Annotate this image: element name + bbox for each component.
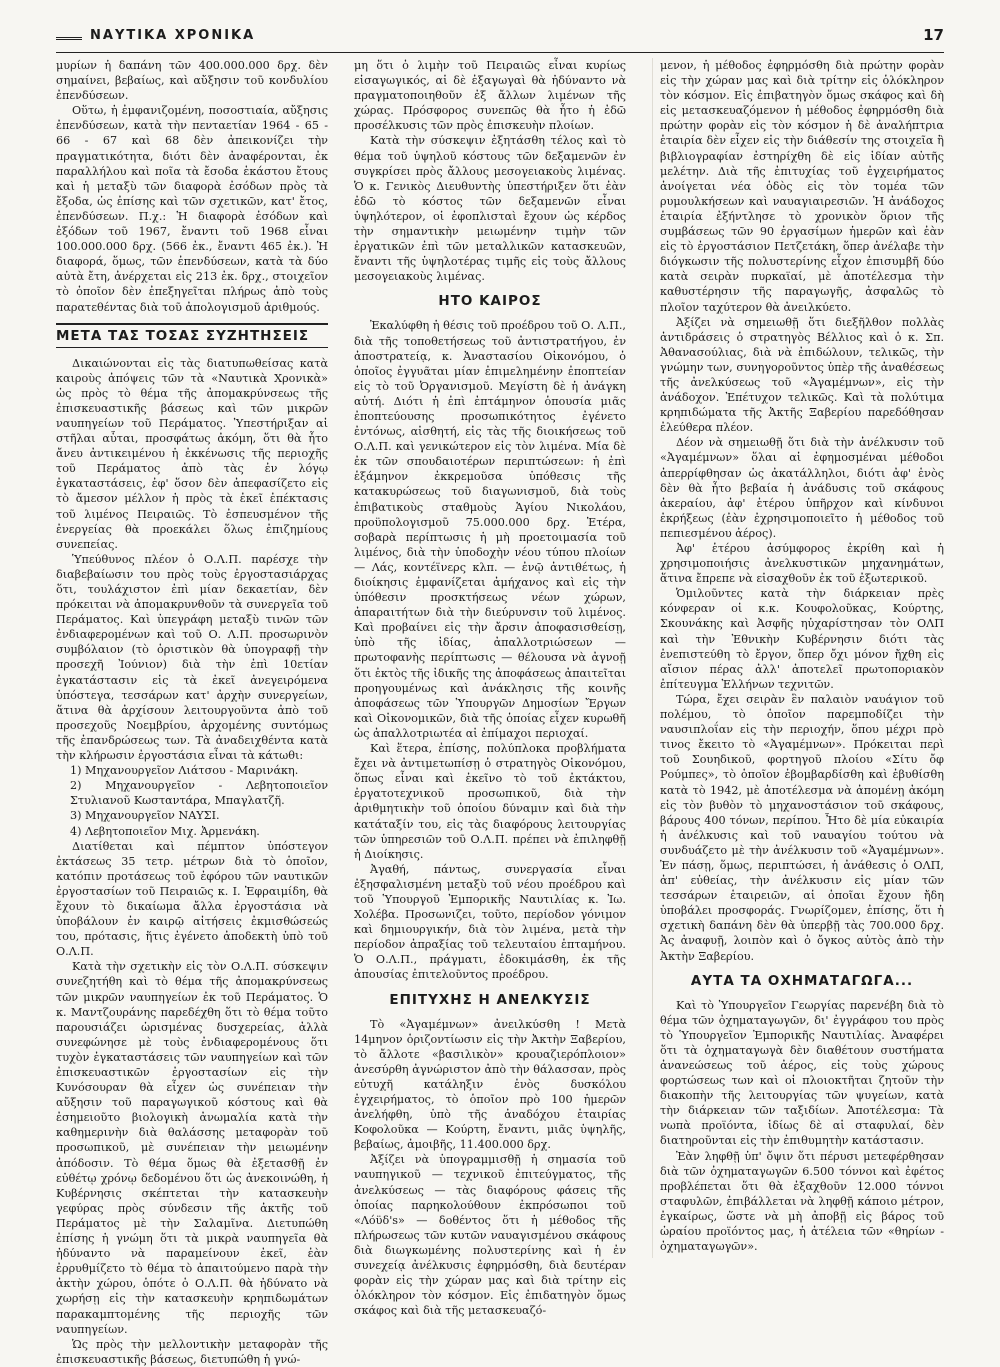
list-item: 3) Μηχανουργεῖον ΝΑΥΣΙ. — [70, 809, 220, 823]
paragraph: Ἀξίζει νὰ σημειωθῇ ὅτι διεξῆλθον πολλὰς ἀντιδράσεις ὁ στρατηγὸς Βέλλιος καὶ ὁ κ. Σπ. Ἀθανασούλιας, διὰ νὰ ἐπιδώλουν, τελικῶς, τὴν γνώμην των, συνηγοροῦντος ὑπὲρ τῆς ἀναθέσεως τῆς ἀνελκύσεως τοῦ «Ἀγαμέμνων», εἰς τὴν ἀνάδοχον. Ἐπέτυχον τελικῶς. Καὶ τὰ πολύτιμα κρηπιδώματα τῆς Ἀκτῆς Ξαβερίου παρεδόθησαν ἐλεύθερα πλέον. — [660, 315, 944, 435]
paragraph: Κατὰ τὴν σύσκεψιν ἐξητάσθη τέλος καὶ τὸ θέμα τοῦ ὑψηλοῦ κόστους τῶν δεξαμενῶν ἐν συγκρίσει πρὸς ἄλλους μεσογειακοὺς λιμένας. Ὁ κ. Γενικὸς Διευθυντὴς ὑπεστήριξεν ὅτι ἐὰν ἐδῶ τὸ κόστος τῶν δεξαμενῶν εἶναι ὑψηλότερον, οἱ ἐφοπλισταὶ ἔχουν ὡς κέρδος τὴν σημαντικὴν μειωμένην τιμὴν τῶν ἐργατικῶν ἐπὶ τῶν μεταλλικῶν κατασκευῶν, ἔναντι τῆς ὑψηλοτέρας τιμῆς εἰς τοὺς ἄλλους μεσογειακοὺς λιμένας. — [354, 134, 626, 284]
section-heading: ΕΠΙΤΥΧΗΣ Η ΑΝΕΛΚΥΣΙΣ — [389, 991, 591, 1008]
paragraph: Δικαιώνονται εἰς τὰς διατυπωθείσας κατὰ καιροὺς ἀπόψεις τῶν τὰ «Ναυτικὰ Χρονικὰ» ὡς πρὸς τὸ θέμα τῆς ἀπομακρύνσεως τῆς ἐπισκευαστικῆς βάσεως καὶ τῶν μικρῶν ναυπηγείων τοῦ Περάματος. Ὑπεστήριξαν αἱ στῆλαι αὗται, προσφάτως ἀκόμη, ὅτι θὰ ἦτο ἄνευ ἀντικειμένου ἡ ἐκκένωσις τῆς περιοχῆς τοῦ Περάματος ἀπὸ τὰς ἐν λόγῳ ἐγκαταστάσεις, ἐφ' ὅσον δὲν ἀπεφασίζετο εἰς τὸ ἄμεσον μέλλον ἡ πρὸς τὰ ἐκεῖ ἐπέκτασις τοῦ λιμένος Πειραιῶς. Τὸ ἐσπευσμένον τῆς ἐνεργείας θὰ προεκάλει ὅλως ἐπιζημίους συνεπείας. — [56, 356, 328, 551]
header-rule — [56, 37, 82, 40]
workshop-list — [56, 763, 328, 838]
paragraph: Ὑπεύθυνος πλέον ὁ Ο.Λ.Π. παρέσχε τὴν διαβεβαίωσιν του πρὸς τοὺς ἐργοστασιάρχας ὅτι, τουλάχιστον ἐπὶ μίαν δεκαετίαν, δὲν πρόκειται νὰ ἀπομακρυνθοῦν τὰ συνεργεῖα τοῦ Περάματος. Καὶ ὑπεγράφη μεταξὺ τινῶν τῶν ἐνδιαφερομένων καὶ τοῦ Ο. Λ.Π. προσωρινὸν συμβόλαιον (τὸ ὁριστικὸν θὰ ὑπογραφῇ τὴν προσεχῆ Ἰούνιον) διὰ τὴν ἐπὶ 10ετίαν ἐγκατάστασιν εἰς τὰ ἐκεῖ ἀνεγειρόμενα ὑπόστεγα, τεσσάρων κατ' ἀρχὴν συνεργείων, ἅτινα θὰ ἀρχίσουν λειτουργοῦντα ἀπὸ τοῦ προσεχοῦς Νοεμβρίου, ἀρχομένης συντόμως τῆς ἐπανδρώσεως των. Τὰ ἀναδειχθέντα κατὰ τὴν κλήρωσιν ἐργοστάσια εἶναι τὰ κάτωθι: — [56, 552, 328, 763]
publication-title: ΝΑΥΤΙΚΑ ΧΡΟΝΙΚΑ — [90, 28, 256, 43]
paragraph: Τώρα, ἔχει σειρὰν ἓν παλαιὸν ναυάγιον τοῦ πολέμου, τὸ ὁποῖον παρεμποδίζει τὴν ναυσιπλοΐαν εἰς τὴν περιοχήν, ὅπου μέχρι πρὸ τινος ἔκειτο τὸ «Ἀγαμέμνων». Πρόκειται περὶ τοῦ Σουηδικοῦ, φορτηγοῦ πλοίου «Σίτυ ὄφ Ρούμπες», τὸ ὁποῖον ἐβομβαρδίσθη καὶ ἐβυθίσθη κατὰ τὸ 1942, μὲ ἀποτέλεσμα νὰ ἀπομένῃ ἀκόμη εἰς τὸν βυθὸν τὸ μηχανοστάσιον τοῦ σκάφους, βάρους 400 τόνων, περίπου. Ἦτο δὲ μία εὐκαιρία ἡ ἀνέλκυσις καὶ τοῦ ναυαγίου τούτου νὰ συνδυάζετο μὲ τὴν ἀνέλκυσιν τοῦ «Ἀγαμέμνων». Ἐν πάσῃ, ὅμως, περιπτώσει, ἡ ἀνάθεσις ὁ ΟΛΠ, ἀπ' εὐθείας, τὴν ἀνέλκυσιν εἰς μίαν τῶν τεσσάρων ἑταιρειῶν, αἱ ὁποῖαι ἔχουν ἤδη ὑποβάλει προσφοράς. Γνωρίζομεν, ἐπίσης, ὅτι ἡ σχετικὴ δαπάνη δὲν θὰ ὑπερβῇ τὰς 700.000 δρχ. Ἀς ἀναφυῇ, λοιπὸν καὶ ὁ ὄγκος αὐτὸς ἀπὸ τὴν Ἀκτὴν Ξαβερίου. — [660, 692, 944, 963]
paragraph: Κατὰ τὴν σχετικὴν εἰς τὸν Ο.Λ.Π. σύσκεψιν συνεζητήθη καὶ τὸ θέμα τῆς ἀπομακρύνσεως τῶν μικρῶν ναυπηγείων ἐκ τοῦ Περάματος. Ὁ κ. Μαντζουράνης παρεδέχθη ὅτι τὸ θέμα τοῦτο παρουσιάζει ὡρισμένας δυσχερείας, ἀλλὰ συνεφώνησε μὲ τοὺς ἐνδιαφερομένους ὅτι τυχὸν ἐγκαταστάσεις τῶν ναυπηγείων καὶ τῶν ἐπισκευαστικῶν ἐργοστασίων εἰς τὴν Κυνόσουραν θὰ εἶχεν ὡς συνέπειαν τὴν αὔξησιν τοῦ παραγωγικοῦ κόστους καὶ θὰ ἐσημειοῦτο βιολογικὴ ἀνωμαλία κατὰ τὴν καθημερινὴν διὰ θαλάσσης μεταφορὰν τοῦ προσωπικοῦ, μὲ συνέπειαν τὴν μειωμένην ἀπόδοσιν. Τὸ θέμα ὅμως θὰ ἐξετασθῇ ἐν εὐθέτῳ χρόνῳ δεδομένου ὅτι ὡς ἀνεκοινώθη, ἡ Κυβέρνησις σκέπτεται τὴν κατασκευὴν γεφύρας πρὸς σύνδεσιν τῆς ἀκτῆς τοῦ Περάματος μὲ τὴν Σαλαμῖνα. Διετυπώθη ἐπίσης ἡ γνώμη ὅτι τὰ μικρὰ ναυπηγεῖα θὰ ἠδύναντο νὰ παραμείνουν ἐκεῖ, ἐὰν ἐρρυθμίζετο τὸ θέμα τὸ ἀπαιτούμενο παρὰ τὴν ἀκτὴν χώρου, ὁπότε ὁ Ο.Λ.Π. θὰ ἠδύνατο νὰ χωρήσῃ εἰς τὴν κατασκευὴν κρηπιδωμάτων παρακαμπτομένης τῆς περιοχῆς τῶν ναυπηγείων. — [56, 960, 328, 1336]
magazine-page — [56, 26, 944, 1366]
section-heading: ΑΥΤΑ ΤΑ ΟΧΗΜΑΤΑΓΩΓΑ... — [690, 972, 914, 989]
paragraph: Καὶ τὸ Ὑπουργεῖον Γεωργίας παρενέβη διὰ τὸ θέμα τῶν ὀχηματαγωγῶν, δι' ἐγγράφου του πρὸς τὸ Ὑπουργεῖον Ἐμπορικῆς Ναυτιλίας. Ἀναφέρει ὅτι τὰ ὀχηματαγωγὰ δὲν διαθέτουν συστήματα ἀνανεώσεως τοῦ ἀέρος, εἰς τοὺς χώρους φορτώσεως των καὶ οἱ πλοιοκτῆται ζητοῦν τὴν διακοπὴν τῆς λειτουργίας τῶν ψυγείων, κατὰ τὴν διάρκειαν τῶν ταξιδίων. Ἀποτέλεσμα: Τὰ νωπὰ προϊόντα, ἰδίως δὲ αἱ σταφυλαί, δὲν διατηροῦνται εἰς τὴν ἐπιθυμητὴν κατάστασιν. — [660, 998, 944, 1148]
page-number: 17 — [923, 26, 944, 44]
paragraph: Τὸ «Ἀγαμέμνων» ἀνειλκύσθη ! Μετὰ 14μηνον ὁριζοντίωσιν εἰς τὴν Ἀκτὴν Ξαβερίου, τὸ ἄλλοτε «βασιλικὸν» κρουαζιερόπλοιον» ἀνεσύρθη ἀγνώριστον ἀπὸ τὴν θάλασσαν, πρὸς εὐτυχῆ κατάληξιν ἑνὸς δυσκόλου ἐγχειρήματος, τὸ ὁποῖον πρὸ 100 ἡμερῶν ἀνελήφθη, ὑπὸ τῆς ἀναδόχου ἑταιρίας Κοφολοῦκα — Κούρτη, ἔναντι, μιᾶς ὑψηλῆς, βεβαίως, ἀμοιβῆς, 11.400.000 δρχ. — [354, 1017, 626, 1152]
paragraph: Ἀφ' ἑτέρου ἀσύμφορος ἐκρίθη καὶ ἡ χρησιμοποιήσις ἀνελκυστικῶν μηχανημάτων, ἅτινα ἔπρεπε νὰ εἰσαχθοῦν ἐκ τοῦ ἐξωτερικοῦ. — [660, 542, 944, 586]
column-1 — [56, 58, 328, 1367]
list-item: 4) Λεβητοποιεῖον Μιχ. Ἀρμενάκη. — [70, 824, 260, 838]
paragraph: Ὁμιλοῦντες κατὰ τὴν διάρκειαν πρὲς κόνφεραν οἱ κ.κ. Κουφολοῦκας, Κούρτης, Σκουνάκης καὶ Ἀσφῆς ηὐχαρίστησαν τὸν ΟΛΠ καὶ τὴν Ἐθνικὴν Κυβέρνησιν διότι τὰς ἐνεπιστεύθη τὸ ἔργον, ὅπερ ὄχι μόνον ἤχθη εἰς αἴσιον πέρας ἀλλ' ἀποτελεῖ πρωτοποριακὸν ἐπίτευγμα Ἑλλήνων τεχνιτῶν. — [660, 587, 944, 691]
running-header — [56, 28, 944, 53]
paragraph: Ἐκαλύφθη ἡ θέσις τοῦ προέδρου τοῦ Ο. Λ.Π., διὰ τῆς τοποθετήσεως τοῦ ἀντιστρατήγου, ἐν ἀποστρατείᾳ, κ. Ἀναστασίου Οἰκονόμου, ὁ ὁποῖος ἐγγυᾶται μίαν ἐπιμελημένην ἐποπτείαν εἰς τὸ τοῦ Ὀργανισμοῦ. Μεγίστη δὲ ἡ ἀνάγκη αὐτή. Διότι ἡ ἐπὶ ἐπτάμηνον ὁπουσία μιᾶς ἐποπτεύουσης προσωπικότητος ἐγένετο ἐντόνως, αἰσθητή, εἰς τὰς τῆς διοικήσεως τοῦ Ο.Λ.Π. καὶ γενικώτερον εἰς τὸν λιμένα. Μία δὲ ἐκ τῶν σπουδαιοτέρων περιπτώσεων: ἡ ἐπὶ ἑξάμηνον ἐκκρεμοῦσα ὑπόθεσις τῆς κατακυρώσεως τοῦ διαγωνισμοῦ, διὰ τοὺς ἐπιβατικοὺς σταθμοὺς Ἁγίου Νικολάου, προϋπολογισμοῦ 75.000.000 δρχ. Ἑτέρα, σοβαρὰ περίπτωσις ἡ μὴ προετοιμασία τοῦ λιμένος, διὰ τὴν ὑποδοχὴν νέου τύπου πλοίων — Λάς, κοντέϊνερς κλπ. — ἐνῷ ἀντιθέτως, ἡ διοίκησις ἐμφανίζεται ἀμήχανος καὶ εἰς τὴν ὑπόθεσιν προσκτήσεως νέων χώρων, ἀπαραιτήτων διὰ τὴν διεύρυνσιν τοῦ λιμένος. Καὶ προβαίνει εἰς τὴν ἄρσιν ἀποφασισθείσῃ, ὑπὸ τῆς ἰδίας, ἀπαλλοτριώσεων — πρωτοφανὴς περίπτωσις — θέλουσα νὰ ἀγνοῇ ὅτι ἐκτὸς τῆς ἰδικῆς της ἀποφάσεως ἀπαιτεῖται προηγουμένως καὶ ἀνάκλησις τῆς κοινῆς ἀποφάσεως τῶν Ὑπουργῶν Δημοσίων Ἔργων καὶ Οἰκονομικῶν, διὰ τῆς ὁποίας εἶχεν κυρωθῆ ὡς ἀπαλλοτριωτέα αἱ ἐπίμαχοι περιοχαί. — [354, 319, 626, 740]
paragraph: Ἐὰν ληφθῇ ὑπ' ὄψιν ὅτι πέρυσι μετεφέρθησαν διὰ τῶν ὀχηματαγωγῶν 6.500 τόννοι καὶ ἐφέτος προβλέπεται ὅτι θὰ ἐξαχθοῦν 12.000 τόννοι σταφυλῶν, ἐπιβάλλεται νὰ ληφθῇ κάποιο μέτρον, ἐγκαίρως, ὥστε νὰ μὴ ἀποβῇ εἰς βάρος τοῦ ὡραίου προϊόντος μας, ἡ ἀτέλεια τῶν «θηρίων - ὀχηματαγωγῶν». — [660, 1149, 944, 1254]
paragraph: Ἀξίζει νὰ ὑπογραμμισθῇ ἡ σημασία τοῦ ναυπηγικοῦ — τεχνικοῦ ἐπιτεύγματος, τῆς ἀνελκύσεως — τὰς διαφόρους φάσεις τῆς ὁποίας παρηκολούθουν ἐκπρόσωποι τοῦ «Λόϋδ's» — δοθέντος ὅτι ἡ μέθοδος τῆς πλήρωσεως τῶν κυτῶν ναυαγισμένου σκάφους διὰ διωγκωμένης πολυστερίνης καὶ ἡ ἐν συνεχείᾳ ἀνέλκυσις ἐφηρμόσθη, διὰ δευτέραν φορὰν εἰς τὴν χώραν μας καὶ διὰ τρίτην εἰς ὁλόκληρον τὸν κόσμον. Εἰς ἐπιδατηγὸν ὅμως σκάφος καὶ διὰ τῆς μετασκευαζό- — [354, 1153, 626, 1318]
list-item: 2) Μηχανουργεῖον - Λεβητοποιεῖον Στυλιανοῦ Κωσταντάρα, Μπαγλατζῆ. — [70, 779, 328, 808]
paragraph: Ἀγαθή, πάντως, συνεργασία εἶναι ἐξησφαλισμένη μεταξὺ τοῦ νέου προέδρου καὶ τοῦ Ὑπουργοῦ Ἐμπορικῆς Ναυτιλίας κ. Ἰω. Χολέβα. Προσωνιζει, τοῦτο, περίοδον γόνιμον καὶ δημιουργικήν, διὰ τὸν λιμένα, μετὰ τὴν περίοδον ἀπραξίας τοῦ τελευταίου ἑπταμήνου. Ὁ Ο.Λ.Π., πράγματι, ἐδοκιμάσθη, ἐκ τῆς ἀπουσίας ἐπιτελοῦντος προέδρου. — [354, 862, 626, 982]
page-crease — [652, 58, 653, 1258]
column-2 — [354, 58, 626, 1318]
paragraph: Καὶ ἕτερα, ἐπίσης, πολύπλοκα προβλήματα ἔχει νὰ ἀντιμετωπίσῃ ὁ στρατηγὸς Οἰκονόμου, ὅπως εἶναι καὶ ἐκεῖνο τὸ τοῦ ἐκτάκτου, ἐργατοτεχνικοῦ προσωπικοῦ, διὰ τὴν ἀριθμητικὴν τοῦ ὁποίου δύναμιν καὶ διὰ τὴν κατάταξίν του, εἰς τὰς διαφόρους λειτουργίας τῶν ὑπηρεσιῶν τοῦ Ο.Λ.Π. πρέπει νὰ ἐπιληφθῇ ἡ Διοίκησις. — [354, 742, 626, 861]
column-3 — [660, 58, 944, 1254]
paragraph: Οὕτω, ἡ ἐμφανιζομένη, ποσοστιαία, αὔξησις ἐπενδύσεων, κατὰ τὴν πενταετίαν 1964 - 65 - 66 - 67 καὶ 68 δὲν ἀπεικονίζει τὴν πραγματικότητα, διότι δὲν ἀναφέρονται, ἐκ παραλλήλου καὶ ποῖα τὰ ἔσοδα ἑκάστου ἔτους καὶ ἡ μεταξὺ τῶν διαφορὰ ἐσόδων πρὸς τὰ ἔξοδα, ὡς ἐπίσης καὶ τῶν σχετικῶν, κατ' ἔτος, ἐπενδύσεων. Π.χ.: Ἡ διαφορὰ ἐσόδων καὶ ἐξόδων τοῦ 1967, ἔναντι τοῦ 1968 εἶναι 100.000.000 δρχ. (566 ἐκ., ἔναντι 465 ἐκ.). Ἡ διαφορά, ὅμως, τῶν ἐπενδύσεων, κατὰ τὰ δύο αὐτὰ ἔτη, ἀνέρχεται εἰς 213 ἐκ. δρχ., στοιχεῖον τὸ ὁποῖον δὲν ἐπεξηγεῖται πλήρως ἀπὸ τοὺς παρατεθέντας διὰ τοῦ ἀπολογισμοῦ ἀριθμούς. — [56, 104, 328, 314]
list-item: 1) Μηχανουργεῖον Λιάτσου - Μαρινάκη. — [70, 764, 299, 778]
section-heading: ΗΤΟ ΚΑΙΡΟΣ — [438, 293, 542, 310]
section-heading: ΜΕΤΑ ΤΑΣ ΤΟΣΑΣ ΣΥΖΗΤΗΣΕΙΣ — [56, 323, 328, 348]
paragraph: Ὡς πρὸς τὴν μελλοντικὴν μεταφορὰν τῆς ἐπισκευαστικῆς βάσεως, διετυπώθη ἡ γνώ- — [56, 1337, 328, 1366]
paragraph: μυρίων ἡ δαπάνη τῶν 400.000.000 δρχ. δὲν σημαίνει, βεβαίως, καὶ αὔξησιν τοῦ κονδυλίου ἐπενδύσεων. — [56, 59, 328, 103]
paragraph: Διατίθεται καὶ πέμπτον ὑπόστεγον ἐκτάσεως 35 τετρ. μέτρων διὰ τὸ ὁποῖον, κατόπιν προτάσεως τοῦ ἐφόρου τῶν ναυτικῶν ἐργοστασίων τοῦ Πειραιῶς κ. Ι. Ἐφραιμίδη, θὰ ἔχουν τὸ δικαίωμα ἄλλα ἐργοστάσια νὰ ὑποβάλουν ἐν καιρῷ αἰτήσεις ἐκμισθώσεώς του, πρότασις, ἥτις ἐγένετο ἀποδεκτὴ ὑπὸ τοῦ Ο.Λ.Π. — [56, 839, 328, 959]
paragraph: μενον, ἡ μέθοδος ἐφηρμόσθη διὰ πρώτην φορὰν εἰς τὴν χώραν μας καὶ διὰ τρίτην εἰς ὁλόκληρον τὸν κόσμον. Εἰς ἐπιβατηγὸν ὅμως σκάφος καὶ δὴ εἰς μετασκευαζόμενον ἡ μέθοδος ἐφηρμόσθη διὰ πρώτην φορὰν εἰς τὸν κόσμον ἡ δὲ ἀναλήπτρια ἑταιρία δὲν εἶχεν εἰς τὴν διάθεσίν της στοιχεῖα ἢ βιβλιογραφίαν ἐστηρίχθη δὲ εἰς ἰδίαν αὐτῆς μελέτην. Διὰ τῆς ἐπιτυχίας τοῦ ἐγχειρήματος ἀνοίγεται νέα ὁδὸς εἰς τὸν τομέα τῶν ρυμουλκήσεων καὶ ναυαγιαιρεσιῶν. Ἡ ἀνάδοχος ἑταιρία ἐξήντλησε τὸ χρονικὸν ὅριον τῆς συμβάσεως τῶν 90 ἐργασίμων ἡμερῶν καὶ ἐὰν εἰς τὸ ἐργοστάσιον Πετζετάκη, ὅπερ ἀνέλαβε τὴν διόγκωσιν τῆς πολυστερίνης εἶχον ἐπισυμβῆ δύο κατὰ σειρὰν πυρκαϊαί, μὲ ἀποτέλεσμα τὴν καθυστέρησιν τῆς παραγωγῆς, ἀσφαλῶς τὸ πλοῖον ταχύτερον θὰ ἀνειλκύετο. — [660, 59, 944, 314]
paragraph: μη ὅτι ὁ λιμὴν τοῦ Πειραιῶς εἶναι κυρίως εἰσαγωγικός, αἱ δὲ ἐξαγωγαὶ θὰ ἠδύναντο νὰ πραγματοποιηθοῦν ἐξ ἄλλων λιμένων τῆς χώρας. Πρόσφορος συνεπῶς θὰ ἦτο ἡ ἐδῶ προσέλκυσις τῶν πρὸς ἐπισκευὴν πλοίων. — [354, 59, 626, 133]
paragraph: Δέον νὰ σημειωθῇ ὅτι διὰ τὴν ἀνέλκυσιν τοῦ «Ἀγαμέμνων» ὅλαι αἱ ἐφημοσμέναι μέθοδοι ἀπερρίφθησαν ὡς ἀκατάλληλοι, διότι ἀφ' ἑνὸς δὲν θὰ ἦτο βεβαία ἡ ἀνάδυσις τοῦ σκάφους ἀκεραίου, ἀφ' ἑτέρου ὑπῆρχον καὶ κίνδυνοι ἐκρήξεως (ἐὰν ἐχρησιμοποιεῖτο ἡ μέθοδος τοῦ πεπιεσμένου ἀέρος). — [660, 436, 944, 540]
